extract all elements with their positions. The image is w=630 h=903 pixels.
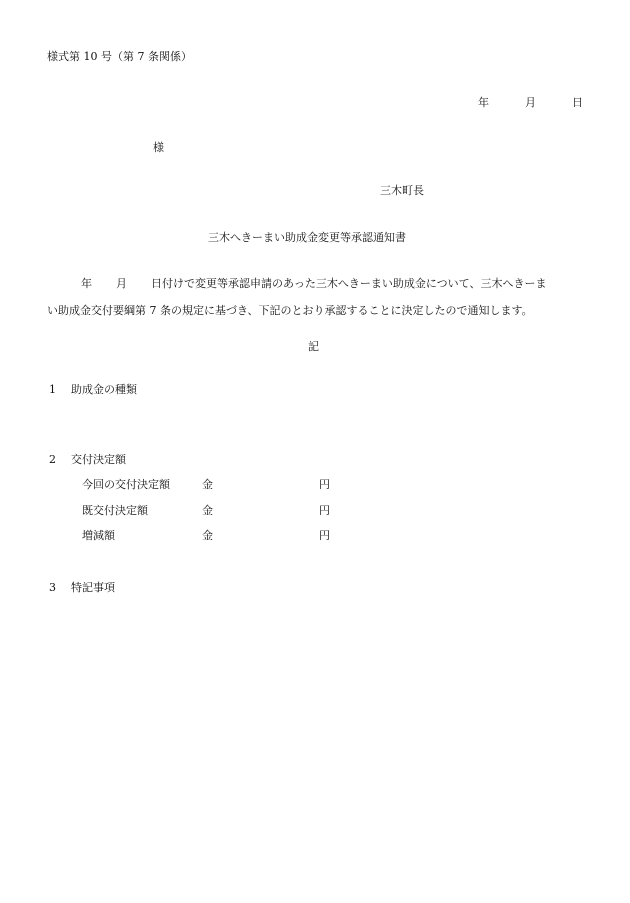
section-number: 3: [49, 581, 56, 594]
form-number: 様式第 10 号（第 7 条関係）: [47, 50, 192, 63]
body-year: 年: [81, 277, 92, 290]
issuer-name: 三木町長: [380, 184, 424, 197]
ki-heading: 記: [308, 340, 319, 353]
yen-label: 円: [319, 504, 330, 517]
yen-label: 円: [319, 529, 330, 542]
yen-label: 円: [319, 478, 330, 491]
amount-label: 既交付決定額: [82, 504, 148, 517]
kin-label: 金: [202, 529, 213, 542]
section-title: 特記事項: [71, 581, 115, 594]
body-line-1-text: 日付けで変更等承認申請のあった三木へきーまい助成金について、三木へきーま: [151, 277, 547, 290]
section-number: 2: [49, 453, 56, 466]
section-title: 交付決定額: [71, 453, 126, 466]
date-year: 年: [478, 96, 489, 109]
kin-label: 金: [202, 478, 213, 491]
body-month: 月: [116, 277, 127, 290]
body-line-1: [47, 270, 587, 297]
addressee-suffix: 様: [153, 141, 164, 154]
date-day: 日: [572, 96, 583, 109]
amount-label: 増減額: [82, 529, 115, 542]
kin-label: 金: [202, 504, 213, 517]
section-number: 1: [49, 383, 56, 396]
section-title: 助成金の種類: [71, 383, 137, 396]
body-line-2: い助成金交付要綱第 7 条の規定に基づき、下記のとおり承認することに決定したので通知します。: [47, 304, 533, 317]
body-paragraph: [47, 270, 587, 324]
amount-label: 今回の交付決定額: [82, 478, 170, 491]
document-title: 三木へきーまい助成金変更等承認通知書: [208, 231, 406, 244]
date-month: 月: [525, 96, 536, 109]
